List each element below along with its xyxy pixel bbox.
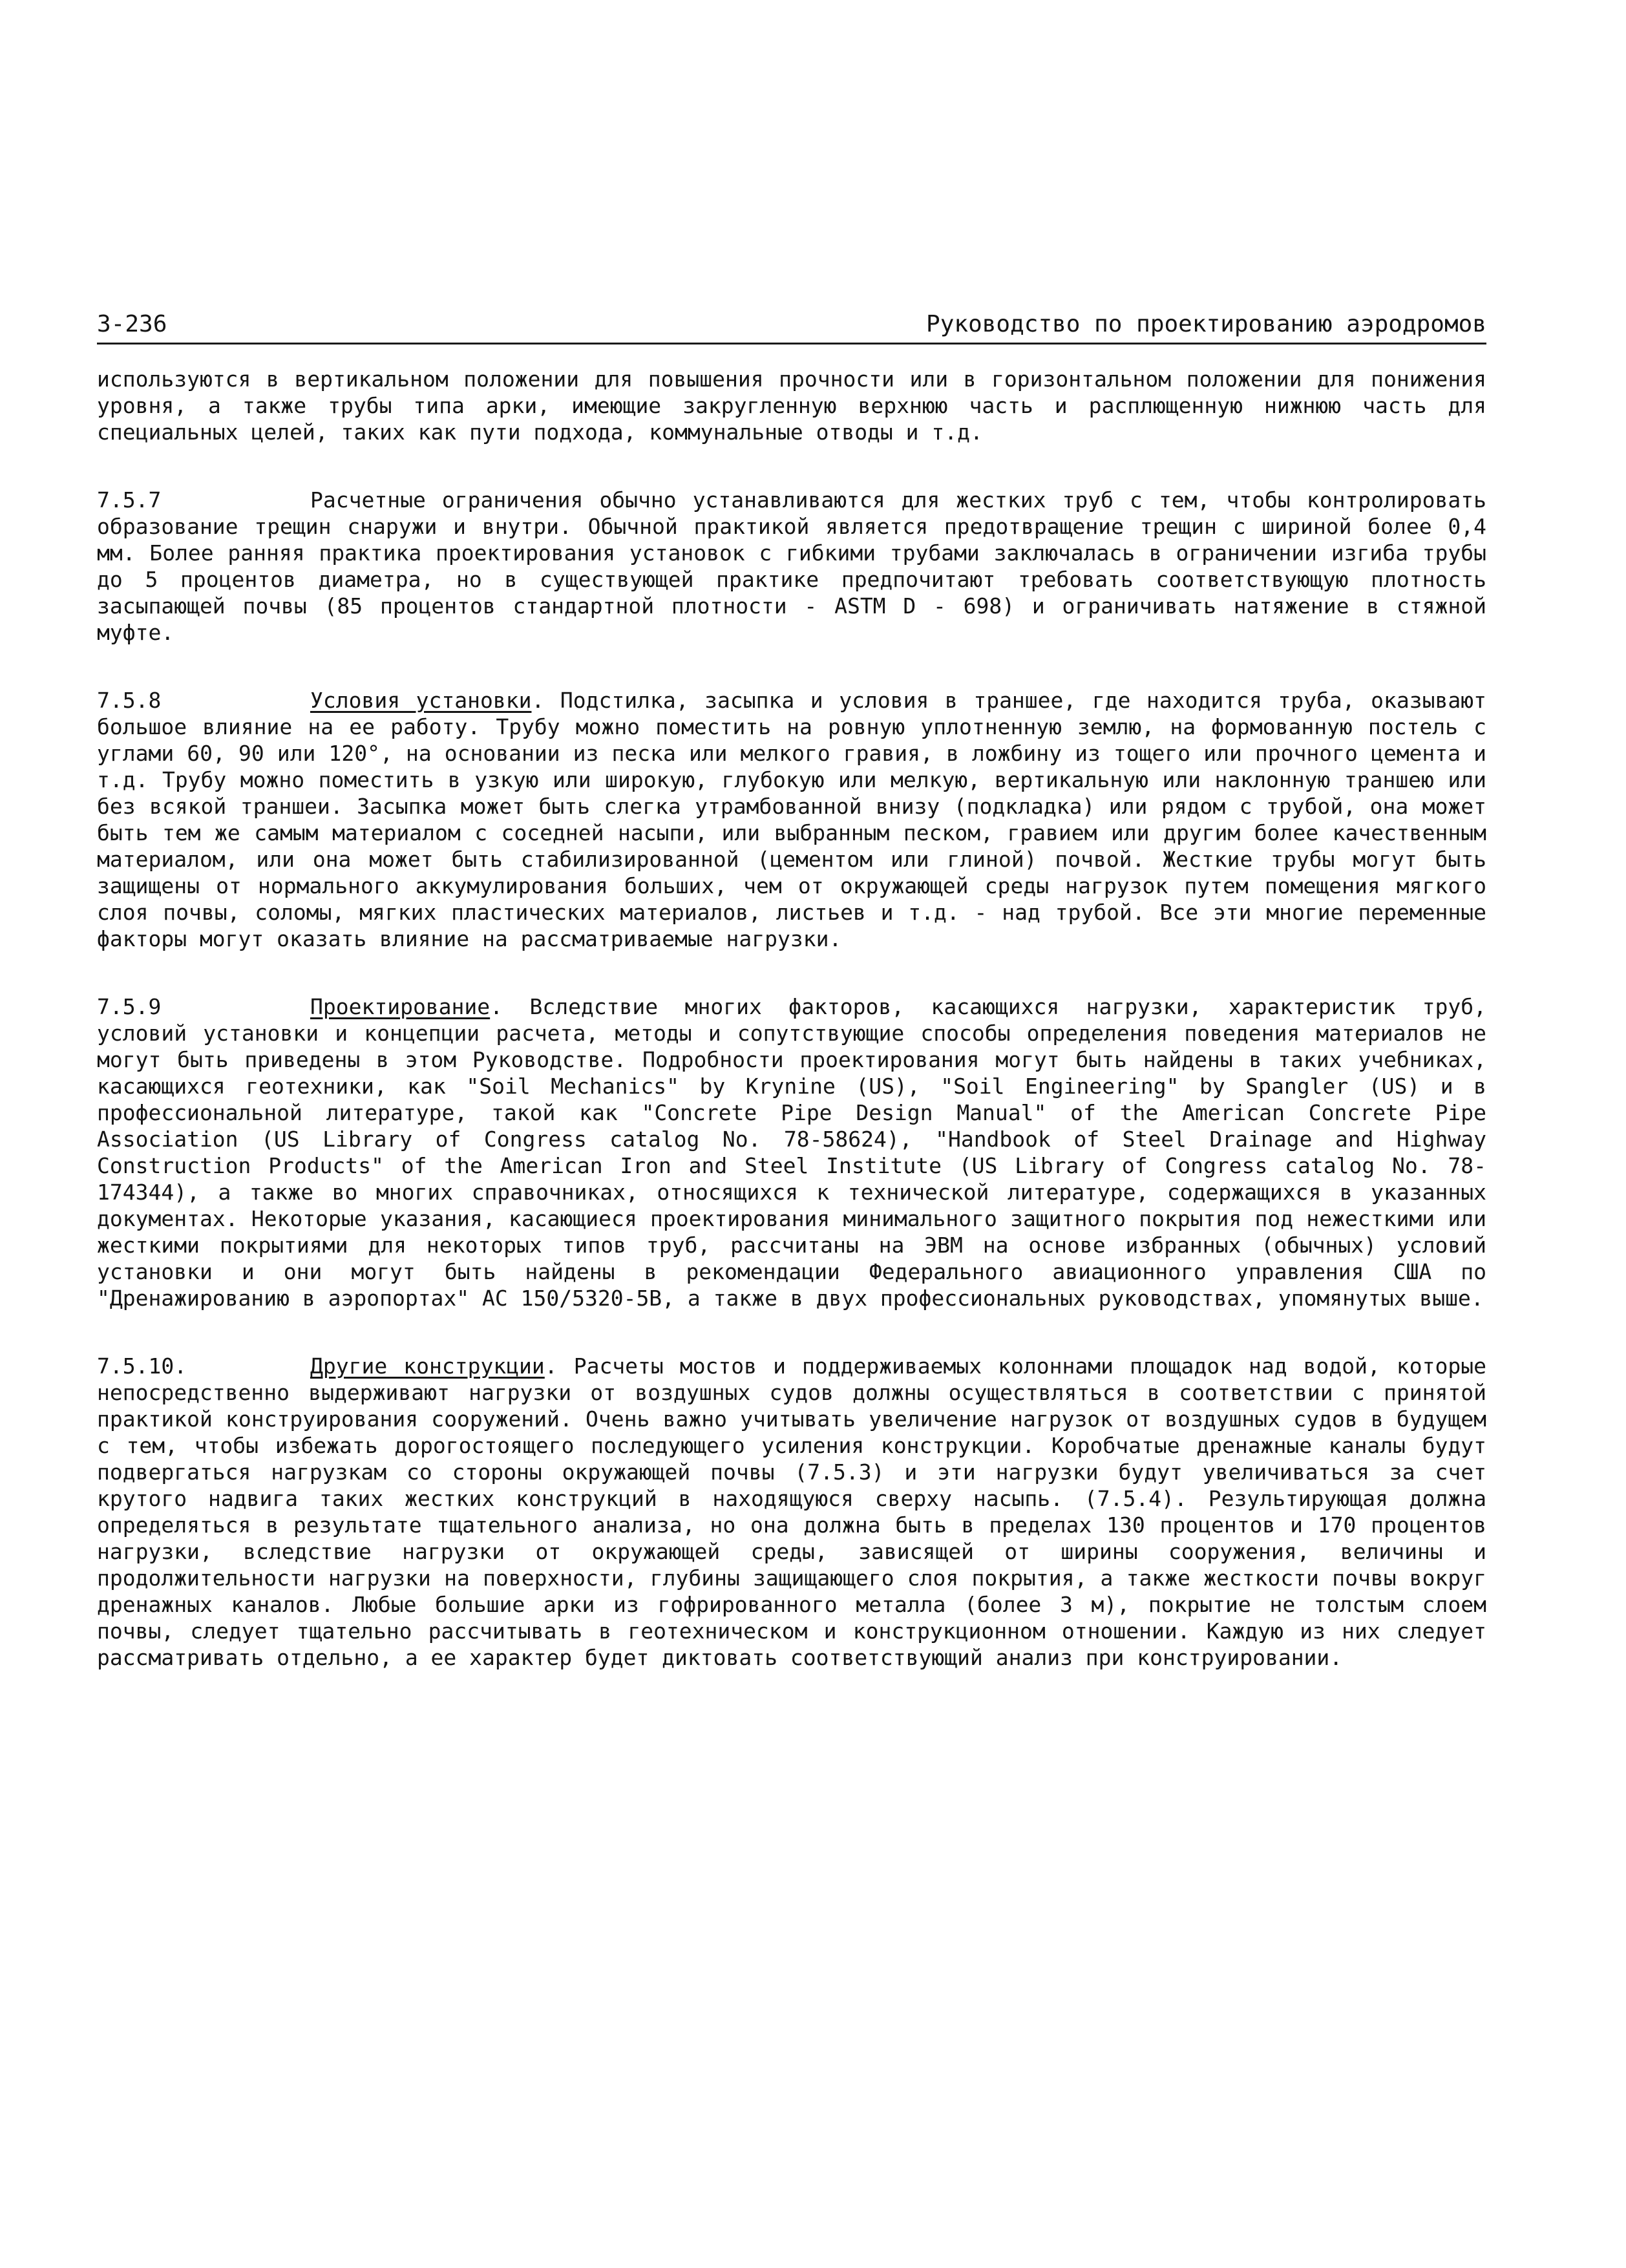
- section-number: 7.5.8: [97, 688, 162, 713]
- section-number: 7.5.9: [97, 994, 162, 1019]
- section-number: 7.5.7: [97, 487, 162, 513]
- paragraph-text: используются в вертикальном положении для повышения прочности или в горизонтальном положении для понижения уровня, а также трубы типа арки, имеющие закругленную верхнюю часть и расплющенную нижнюю часть для специальных целей, таких как пути подхода, коммунальные отводы и т.д.: [97, 366, 1486, 445]
- paragraph-7-5-10: [97, 1353, 1486, 1671]
- section-heading: Проектирование: [310, 994, 491, 1019]
- paragraph-7-5-9: [97, 993, 1486, 1311]
- section-number: 7.5.10.: [97, 1353, 187, 1379]
- page-header: [97, 309, 1486, 344]
- section-heading: Другие конструкции: [310, 1353, 545, 1379]
- paragraph-continuation: [97, 366, 1486, 445]
- document-body: [97, 366, 1486, 1712]
- page-number: 3-236: [97, 311, 167, 337]
- paragraph-text: . Подстилка, засыпка и условия в траншее, где находится труба, оказывают большое влияние на ее работу. Трубу можно поместить на ровную уплотненную землю, на формованную постель с углами 60, 90 или 120°, на основании из песка или мелкого гравия, в ложбину из тощего или прочного цемента и т.д. Трубу можно поместить в узкую или широкую, глубокую или мелкую, вертикальную или наклонную траншею или без всякой траншеи. Засыпка может быть слегка утрамбованной внизу (подкладка) или рядом с трубой, она может быть тем же самым материалом с соседней насыпи, или выбранным песком, гравием или другим более качественным материалом, или она может быть стабилизированной (цементом или глиной) почвой. Жесткие трубы могут быть защищены от нормального аккумулирования больших, чем от окружающей среды нагрузок путем помещения мягкого слоя почвы, соломы, мягких пластических материалов, листьев и т.д. - над трубой. Все эти многие переменные факторы могут оказать влияние на рассматриваемые нагрузки.: [97, 688, 1486, 951]
- paragraph-text: . Расчеты мостов и поддерживаемых колоннами площадок над водой, которые непосредственно выдерживают нагрузки от воздушных судов должны осуществляться в соответствии с принятой практикой конструирования сооружений. Очень важно учитывать увеличение нагрузок от воздушных судов в будущем с тем, чтобы избежать дорогостоящего последующего усиления конструкции. Коробчатые дренажные каналы будут подвергаться нагрузкам со стороны окружающей почвы (7.5.3) и эти нагрузки будут увеличиваться за счет крутого надвига таких жестких конструкций в находящуюся сверху насыпь. (7.5.4). Результирующая должна определяться в результате тщательного анализа, но она должна быть в пределах 130 процентов и 170 процентов нагрузки, вследствие нагрузки от окружающей среды, зависящей от ширины сооружения, величины и продолжительности нагрузки на поверхности, глубины защищающего слоя покрытия, а также жесткости почвы вокруг дренажных каналов. Любые большие арки из гофрированного металла (более 3 м), покрытие не толстым слоем почвы, следует тщательно рассчитывать в геотехническом и конструкционном отношении. Каждую из них следует рассматривать отдельно, а ее характер будет диктовать соответствующий анализ при конструировании.: [97, 1353, 1486, 1670]
- paragraph-7-5-8: [97, 687, 1486, 952]
- paragraph-text: . Вследствие многих факторов, касающихся нагрузки, характеристик труб, условий установки и концепции расчета, методы и сопутствующие способы определения поведения материалов не могут быть приведены в этом Руководстве. Подробности проектирования могут быть найдены в таких учебниках, касающихся геотехники, как "Soil Mechanics" by Krynine (US), "Soil Engineering" by Spangler (US) и в профессиональной литературе, такой как "Concrete Pipe Design Manual" of the American Concrete Pipe Association (US Library of Congress catalog No. 78-58624), "Handbook of Steel Drainage and Highway Construction Products" of the American Iron and Steel Institute (US Library of Congress catalog No. 78-174344), а также во многих справочниках, относящихся к технической литературе, содержащихся в указанных документах. Некоторые указания, касающиеся проектирования минимального защитного покрытия под нежесткими или жесткими покрытиями для некоторых типов труб, рассчитаны на ЭВМ на основе избранных (обычных) условий установки и они могут быть найдены в рекомендации Федерального авиационного управления США по "Дренажированию в аэропортах" АС 150/5320-5В, а также в двух профессиональных руководствах, упомянутых выше.: [97, 994, 1486, 1311]
- paragraph-text: Расчетные ограничения обычно устанавливаются для жестких труб с тем, чтобы контролировать образование трещин снаружи и внутри. Обычной практикой является предотвращение трещин с шириной более 0,4 мм. Более ранняя практика проектирования установок с гибкими трубами заключалась в ограничении изгиба трубы до 5 процентов диаметра, но в существующей практике предпочитают требовать соответствующую плотность засыпающей почвы (85 процентов стандартной плотности - ASTM D - 698) и ограничивать натяжение в стяжной муфте.: [97, 487, 1486, 645]
- paragraph-7-5-7: [97, 487, 1486, 646]
- section-heading: Условия установки: [310, 688, 532, 713]
- running-title: Руководство по проектированию аэродромов: [926, 311, 1486, 337]
